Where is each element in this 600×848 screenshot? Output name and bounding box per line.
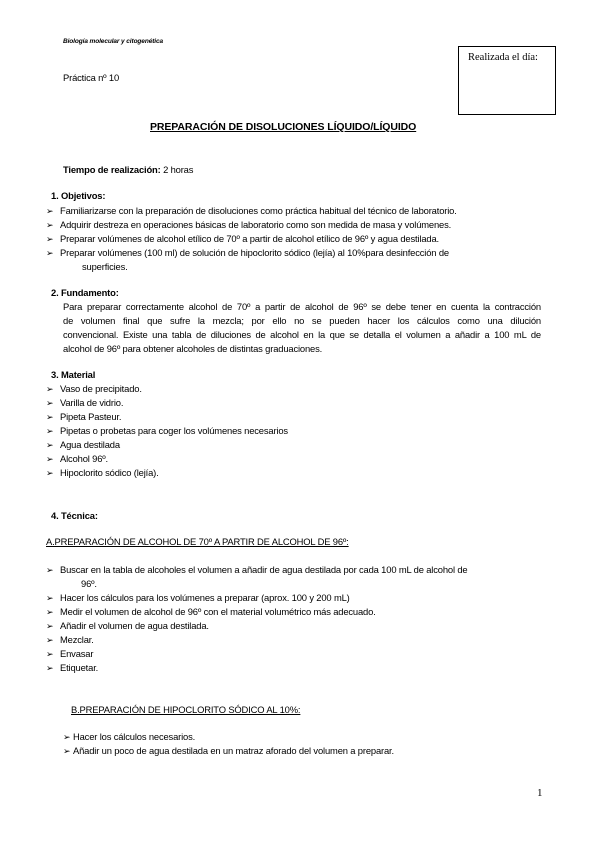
date-box-label: Realizada el día: [468, 52, 538, 63]
objective-item: ➢ Familiarizarse con la preparación de disoluciones como práctica habitual del técnico de laboratorio. [46, 205, 457, 216]
material-item: ➢ Agua destilada [46, 439, 120, 450]
fundamento-line: Para preparar correctamente alcohol de 70º a partir de alcohol de 96º se debe tener en cuenta la contracción [63, 301, 541, 312]
material-item: ➢ Pipetas o probetas para coger los volúmenes necesarios [46, 425, 288, 436]
tecnica-heading: 4. Técnica: [51, 510, 98, 521]
bullet-arrow-icon: ➢ [46, 649, 54, 659]
tecnica-item: ➢ Envasar [46, 648, 94, 659]
tecnica-item: ➢ Hacer los cálculos para los volúmenes a preparar (aprox. 100 y 200 mL) [46, 592, 350, 603]
bullet-arrow-icon: ➢ [63, 746, 71, 756]
tecnica-subheading-a: A.PREPARACIÓN DE ALCOHOL DE 70º A PARTIR DE ALCOHOL DE 96º: [46, 536, 349, 547]
course-header: Biología molecular y citogenética [63, 38, 164, 45]
fundamento-line: convencional. Existe una tabla de diluciones de alcohol en la que se detalla el volumen a añadir a 100 mL de [63, 329, 541, 340]
tecnica-item: ➢ Medir el volumen de alcohol de 96º con el material volumétrico más adecuado. [46, 606, 376, 617]
bullet-arrow-icon: ➢ [46, 426, 54, 436]
bullet-arrow-icon: ➢ [46, 384, 54, 394]
bullet-arrow-icon: ➢ [46, 248, 54, 258]
material-item: ➢ Vaso de precipitado. [46, 383, 142, 394]
objective-item: ➢ Preparar volúmenes de alcohol etílico de 70º a partir de alcohol etílico de 96º y agua destilada. [46, 233, 439, 244]
tecnica-item-continuation: 96º. [81, 578, 97, 589]
bullet-arrow-icon: ➢ [46, 565, 54, 575]
bullet-arrow-icon: ➢ [46, 607, 54, 617]
tecnica-b-item: ➢ Hacer los cálculos necesarios. [63, 731, 196, 742]
practice-number: Práctica nº 10 [63, 72, 120, 83]
bullet-arrow-icon: ➢ [46, 663, 54, 673]
page-title: PREPARACIÓN DE DISOLUCIONES LÍQUIDO/LÍQUIDO [150, 121, 417, 133]
page-number: 1 [537, 787, 543, 799]
bullet-arrow-icon: ➢ [46, 454, 54, 464]
bullet-arrow-icon: ➢ [46, 206, 54, 216]
tecnica-item: ➢ Añadir el volumen de agua destilada. [46, 620, 209, 631]
tecnica-b-item: ➢ Añadir un poco de agua destilada en un matraz aforado del volumen a preparar. [63, 745, 394, 756]
bullet-arrow-icon: ➢ [46, 621, 54, 631]
objective-item: ➢ Preparar volúmenes (100 ml) de solución de hipoclorito sódico (lejía) al 10%para desinfección de [46, 247, 449, 258]
fundamento-line: de volumen final que sufre la mezcla; por ello no se pueden hacer los cálculos como una dilución [63, 315, 541, 326]
bullet-arrow-icon: ➢ [46, 412, 54, 422]
time-value: 2 horas [160, 164, 194, 175]
bullet-arrow-icon: ➢ [46, 440, 54, 450]
bullet-arrow-icon: ➢ [46, 220, 54, 230]
objective-item: ➢ Adquirir destreza en operaciones básicas de laboratorio como son medida de masa y volúmenes. [46, 219, 452, 230]
date-box [458, 46, 556, 115]
material-item: ➢ Hipoclorito sódico (lejía). [46, 467, 159, 478]
tecnica-item: ➢ Etiquetar. [46, 662, 99, 673]
material-item: ➢ Varilla de vidrio. [46, 397, 124, 408]
time-line [63, 164, 193, 175]
tecnica-item: ➢ Mezclar. [46, 634, 94, 645]
fundamento-heading: 2. Fundamento: [51, 287, 119, 298]
fundamento-line: alcohol de 96º para obtener alcoholes de distintas graduaciones. [63, 343, 323, 354]
bullet-arrow-icon: ➢ [46, 593, 54, 603]
material-item: ➢ Alcohol 96º. [46, 453, 109, 464]
bullet-arrow-icon: ➢ [46, 635, 54, 645]
objective-item-continuation: superficies. [82, 261, 128, 272]
material-item: ➢ Pipeta Pasteur. [46, 411, 122, 422]
tecnica-subheading-b: B.PREPARACIÓN DE HIPOCLORITO SÓDICO AL 10%: [71, 704, 301, 715]
bullet-arrow-icon: ➢ [46, 398, 54, 408]
time-label: Tiempo de realización: [63, 164, 161, 175]
bullet-arrow-icon: ➢ [63, 732, 71, 742]
bullet-arrow-icon: ➢ [46, 468, 54, 478]
tecnica-item: ➢ Buscar en la tabla de alcoholes el volumen a añadir de agua destilada por cada 100 mL de alcohol de [46, 564, 468, 575]
material-heading: 3. Material [51, 369, 96, 380]
bullet-arrow-icon: ➢ [46, 234, 54, 244]
objectives-heading: 1. Objetivos: [51, 190, 106, 201]
